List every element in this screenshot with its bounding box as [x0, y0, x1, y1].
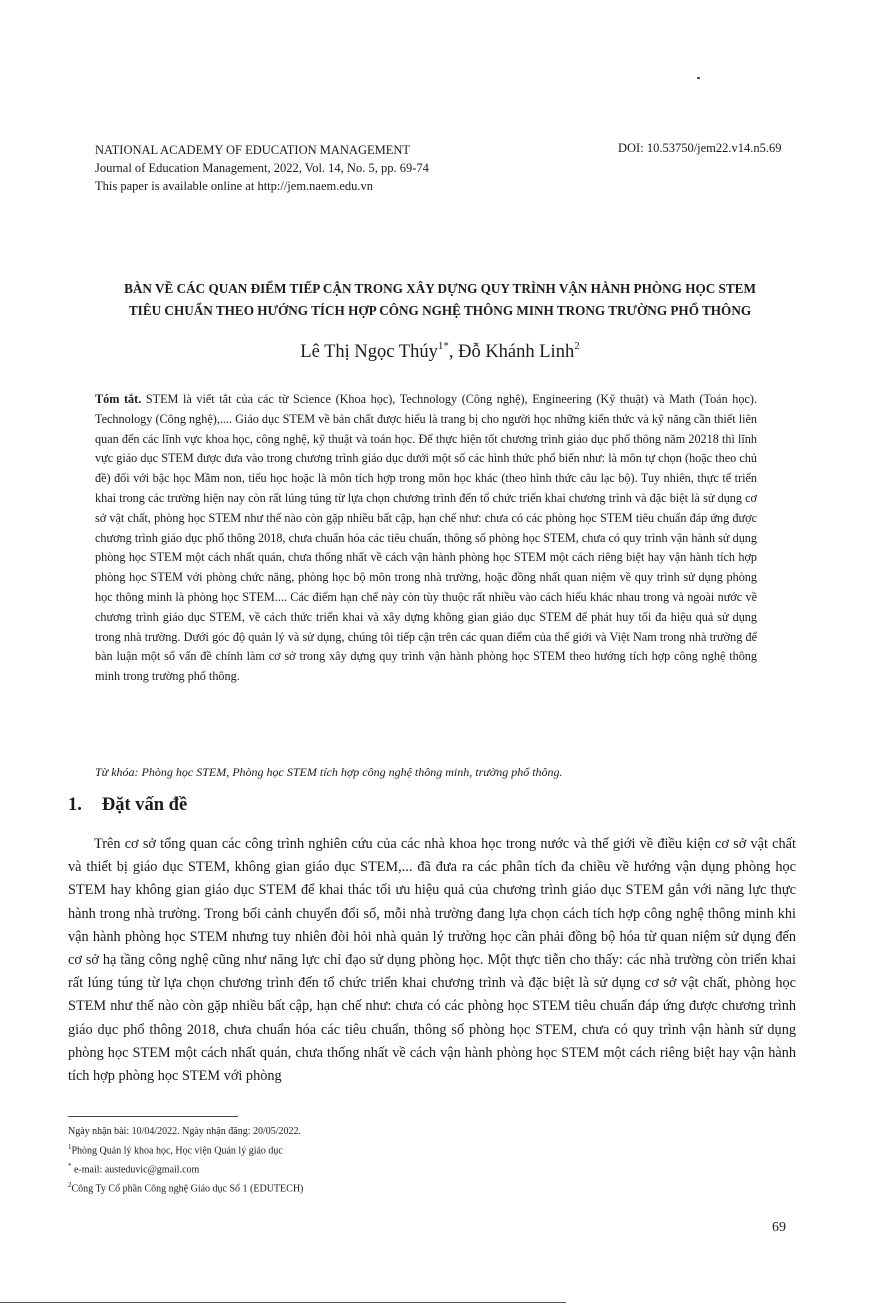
author-2-affiliation: 2: [574, 340, 580, 352]
abstract-text: STEM là viết tắt của các từ Science (Khoa học), Technology (Công nghệ), Engineering (Kỹ thuật) và Math (Toán học). Technology (Công nghệ),.... Giáo dục STEM về bản chất được hiểu là trang bị cho người học những kiến thức và kỹ năng cần thiết liên quan đến các lĩnh vực khoa học, công nghệ, kỹ thuật và toán học. Để thực hiện tốt chương trình giáo dục phổ thông năm 20218 thì lĩnh vực giáo dục STEM được đưa vào trong chương trình giáo dục dưới một số các hình thức phổ biến như: là môn tự chọn (hoặc theo chủ đề) đối với bậc học Mầm non, tiểu học hoặc là môn tích hợp trong môn học khác (theo hình thức câu lạc bộ). Tuy nhiên, thực tế triển khai trong các trường hiện nay còn rất lúng túng từ lựa chọn chương trình đến tổ chức triển khai chương trình và đặc biệt là sử dụng cơ sở vật chất, phòng học STEM như thế nào còn gặp nhiều bất cập, hạn chế như: chưa có các phòng học STEM tiêu chuẩn đáp ứng được chương trình giáo dục phổ thông 2018, chưa chuẩn hóa các tiêu chuẩn, thông số phòng học STEM, chưa có quy trình vận hành sử dụng phòng học STEM một cách nhất quán, chưa thống nhất về cách vận hành phòng học STEM một cách riêng biệt hay vận hành tích hợp phòng học STEM với phòng chức năng, phòng học bộ môn trong nhà trường, hoặc đồng nhất quan niệm về quy trình sử dụng phòng học thông minh là phòng học STEM.... Các điểm hạn chế này còn tùy thuộc rất nhiều vào cách hiểu khác nhau trong và ngoài nước về chương trình giáo dục STEM, về cách thức triển khai và xây dựng không gian giáo dục STEM để phát huy tối đa hiệu quả sử dụng trong nhà trường. Dưới góc độ quản lý và sử dụng, chúng tôi tiếp cận trên các quan điểm của thế giới và Việt Nam trong nhà trường để bàn luận một số vấn đề chính làm cơ sở trong xây dựng quy trình vận hành phòng học STEM theo hướng tích hợp công nghệ thông minh trong trường phổ thông.: [95, 392, 757, 684]
page-number: 69: [772, 1220, 786, 1235]
abstract: [95, 390, 757, 687]
keywords-text: Phòng học STEM, Phòng học STEM tích hợp công nghệ thông minh, trường phổ thông.: [141, 765, 563, 779]
author-2: Đỗ Khánh Linh: [458, 342, 575, 362]
journal-citation: Journal of Education Management, 2022, Vol. 14, No. 5, pp. 69-74: [95, 161, 429, 175]
footnotes: [68, 1124, 303, 1197]
scan-speck: [697, 77, 700, 79]
abstract-label: Tóm tắt.: [95, 392, 142, 406]
body-paragraph: Trên cơ sở tổng quan các công trình nghiên cứu của các nhà khoa học trong nước và thế giới về điều kiện cơ sở vật chất và thiết bị giáo dục STEM, không gian giáo dục STEM,... đã đưa ra các phân tích đa chiều về hướng vận dụng phòng học STEM hay không gian giáo dục STEM để khai thác tối ưu hiệu quả của chương trình giáo dục STEM gắn với năng lực thực hành trong nhà trường. Trong bối cảnh chuyển đổi số, mỗi nhà trường đang lựa chọn cách tích hợp công nghệ thông minh khi vận hành phòng học STEM nhưng tuy nhiên đòi hỏi nhà quản lý trường học cần phải đồng bộ hóa từ quan niệm sử dụng đến cơ sở hạ tầng công nghệ cũng như năng lực chỉ đạo sử dụng phòng học. Một thực tiễn cho thấy: các nhà trường còn triển khai rất lúng túng từ lựa chọn chương trình đến tổ chức triển khai chương trình và đặc biệt là sử dụng cơ sở vật chất, phòng học STEM như thế nào còn gặp nhiều bất cập, hạn chế như: chưa có các phòng học STEM tiêu chuẩn đáp ứng được chương trình giáo dục phổ thông 2018, chưa chuẩn hóa các tiêu chuẩn, thông số phòng học STEM, chưa có quy trình vận hành sử dụng phòng học STEM một cách nhất quán, chưa thống nhất về cách vận hành phòng học STEM một cách riêng biệt hay vận hành tích hợp phòng học STEM với phòng: [68, 836, 796, 1085]
footnote-email-mark: *: [68, 1161, 72, 1170]
institution-name: NATIONAL ACADEMY OF EDUCATION MANAGEMENT: [95, 143, 411, 157]
footnote-email-text: e-mail: austeduvic@gmail.com: [74, 1164, 200, 1176]
footnote-email: [68, 1159, 303, 1178]
bottom-edge-line: [0, 1302, 566, 1303]
author-1-affiliation: 1*: [437, 340, 449, 352]
footnote-1: [68, 1140, 303, 1159]
title-line-1: BÀN VỀ CÁC QUAN ĐIỂM TIẾP CẬN TRONG XÂY DỰNG QUY TRÌNH VẬN HÀNH PHÒNG HỌC STEM: [124, 281, 756, 296]
footnote-2-text: Công Ty Cổ phần Công nghệ Giáo dục Số 1 (EDUTECH): [71, 1183, 304, 1195]
paper-title: [60, 278, 820, 322]
footnote-dates: Ngày nhận bài: 10/04/2022. Ngày nhận đăng: 20/05/2022.: [68, 1126, 302, 1137]
section-number: 1.: [68, 795, 82, 815]
footnote-divider: [68, 1116, 238, 1117]
footnote-1-mark: 1: [68, 1142, 72, 1151]
author-separator: ,: [448, 342, 459, 362]
section-heading: [68, 795, 187, 816]
author-list: [60, 340, 820, 363]
journal-header: [95, 141, 429, 195]
footnote-1-text: Phòng Quản lý khoa học, Học viện Quản lý giáo dục: [71, 1145, 283, 1157]
doi-label: DOI: 10.53750/jem22.v14.n5.69: [618, 141, 782, 155]
keywords: [95, 765, 795, 780]
title-line-2: TIÊU CHUẨN THEO HƯỚNG TÍCH HỢP CÔNG NGHỆ THÔNG MINH TRONG TRƯỜNG PHỔ THÔNG: [128, 303, 752, 318]
footnote-2: [68, 1178, 303, 1197]
footnote-2-mark: 2: [68, 1181, 72, 1190]
availability-note: This paper is available online at http://jem.naem.edu.vn: [95, 179, 374, 193]
keywords-label: Từ khóa:: [95, 765, 139, 779]
author-1: Lê Thị Ngọc Thúy: [300, 342, 438, 362]
section-title: Đặt vấn đề: [101, 795, 188, 815]
